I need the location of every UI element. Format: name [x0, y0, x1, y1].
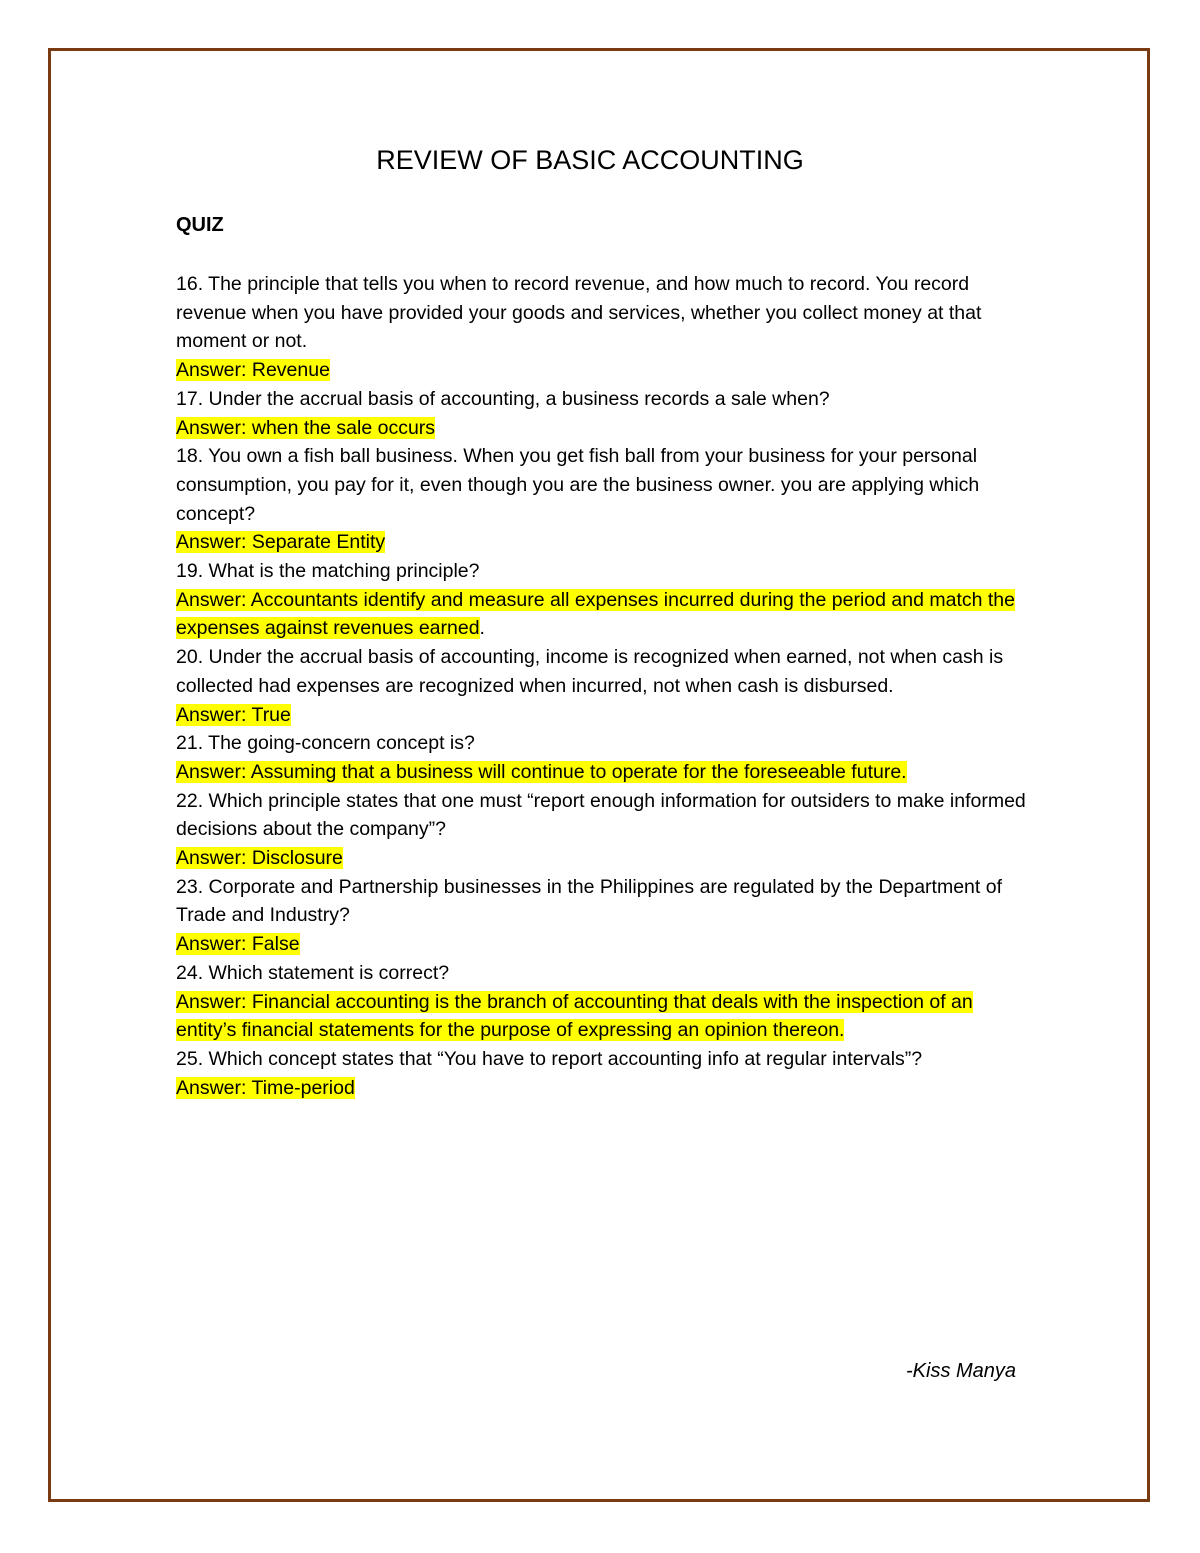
- question-18: 18. You own a fish ball business. When you get fish ball from your business for your personal consumption, you pay for it, even though you are the business owner. you are applying which concept?: [176, 445, 980, 525]
- question-19: 19. What is the matching principle?: [176, 560, 480, 583]
- answer-highlight: Answer: Financial accounting is the branch of accounting that deals with the inspection of an entity’s financial statements for the purpose of expressing an opinion thereon.: [176, 990, 973, 1042]
- answer-highlight: Answer: when the sale occurs: [176, 416, 436, 439]
- answer-suffix: .: [479, 617, 485, 640]
- question-24: 24. Which statement is correct?: [176, 961, 450, 984]
- answer-25: [176, 1074, 1036, 1103]
- answer-16: [176, 356, 1036, 385]
- question-16: 16. The principle that tells you when to record revenue, and how much to record. You record revenue when you have provided your goods and services, whether you collect money at that moment or not.: [176, 273, 982, 353]
- answer-18: [176, 528, 1036, 557]
- answer-17: [176, 414, 1036, 443]
- question-23: 23. Corporate and Partnership businesses in the Philippines are regulated by the Department of Trade and Industry?: [176, 875, 1002, 927]
- answer-highlight: Answer: Disclosure: [176, 847, 343, 870]
- answer-highlight: Answer: Revenue: [176, 359, 330, 382]
- answer-23: [176, 930, 1036, 959]
- answer-21: [176, 758, 1036, 787]
- answer-highlight: Answer: Assuming that a business will continue to operate for the foreseeable future.: [176, 760, 907, 783]
- question-25: 25. Which concept states that “You have to report accounting info at regular intervals”?: [176, 1047, 923, 1070]
- question-17: 17. Under the accrual basis of accounting, a business records a sale when?: [176, 387, 830, 410]
- question-21: 21. The going-concern concept is?: [176, 732, 475, 755]
- quiz-content: [176, 270, 1036, 1102]
- answer-highlight: Answer: True: [176, 703, 291, 726]
- answer-19: [176, 586, 1036, 643]
- answer-22: [176, 844, 1036, 873]
- answer-highlight: Answer: Time-period: [176, 1076, 355, 1099]
- document-title: REVIEW OF BASIC ACCOUNTING: [376, 145, 804, 175]
- question-22: 22. Which principle states that one must “report enough information for outsiders to make informed decisions about the company”?: [176, 789, 1026, 841]
- question-20: 20. Under the accrual basis of accounting, income is recognized when earned, not when cash is collected had expenses are recognized when incurred, not when cash is disbursed.: [176, 646, 1004, 697]
- answer-highlight: Answer: False: [176, 933, 300, 956]
- signature: -Kiss Manya: [906, 1360, 1017, 1382]
- answer-20: [176, 701, 1036, 730]
- section-label: QUIZ: [176, 214, 224, 236]
- answer-highlight: Answer: Separate Entity: [176, 531, 386, 554]
- answer-highlight: Answer: Accountants identify and measure all expenses incurred during the period and match the expenses against revenues earned: [176, 588, 1015, 640]
- answer-24: [176, 988, 1036, 1045]
